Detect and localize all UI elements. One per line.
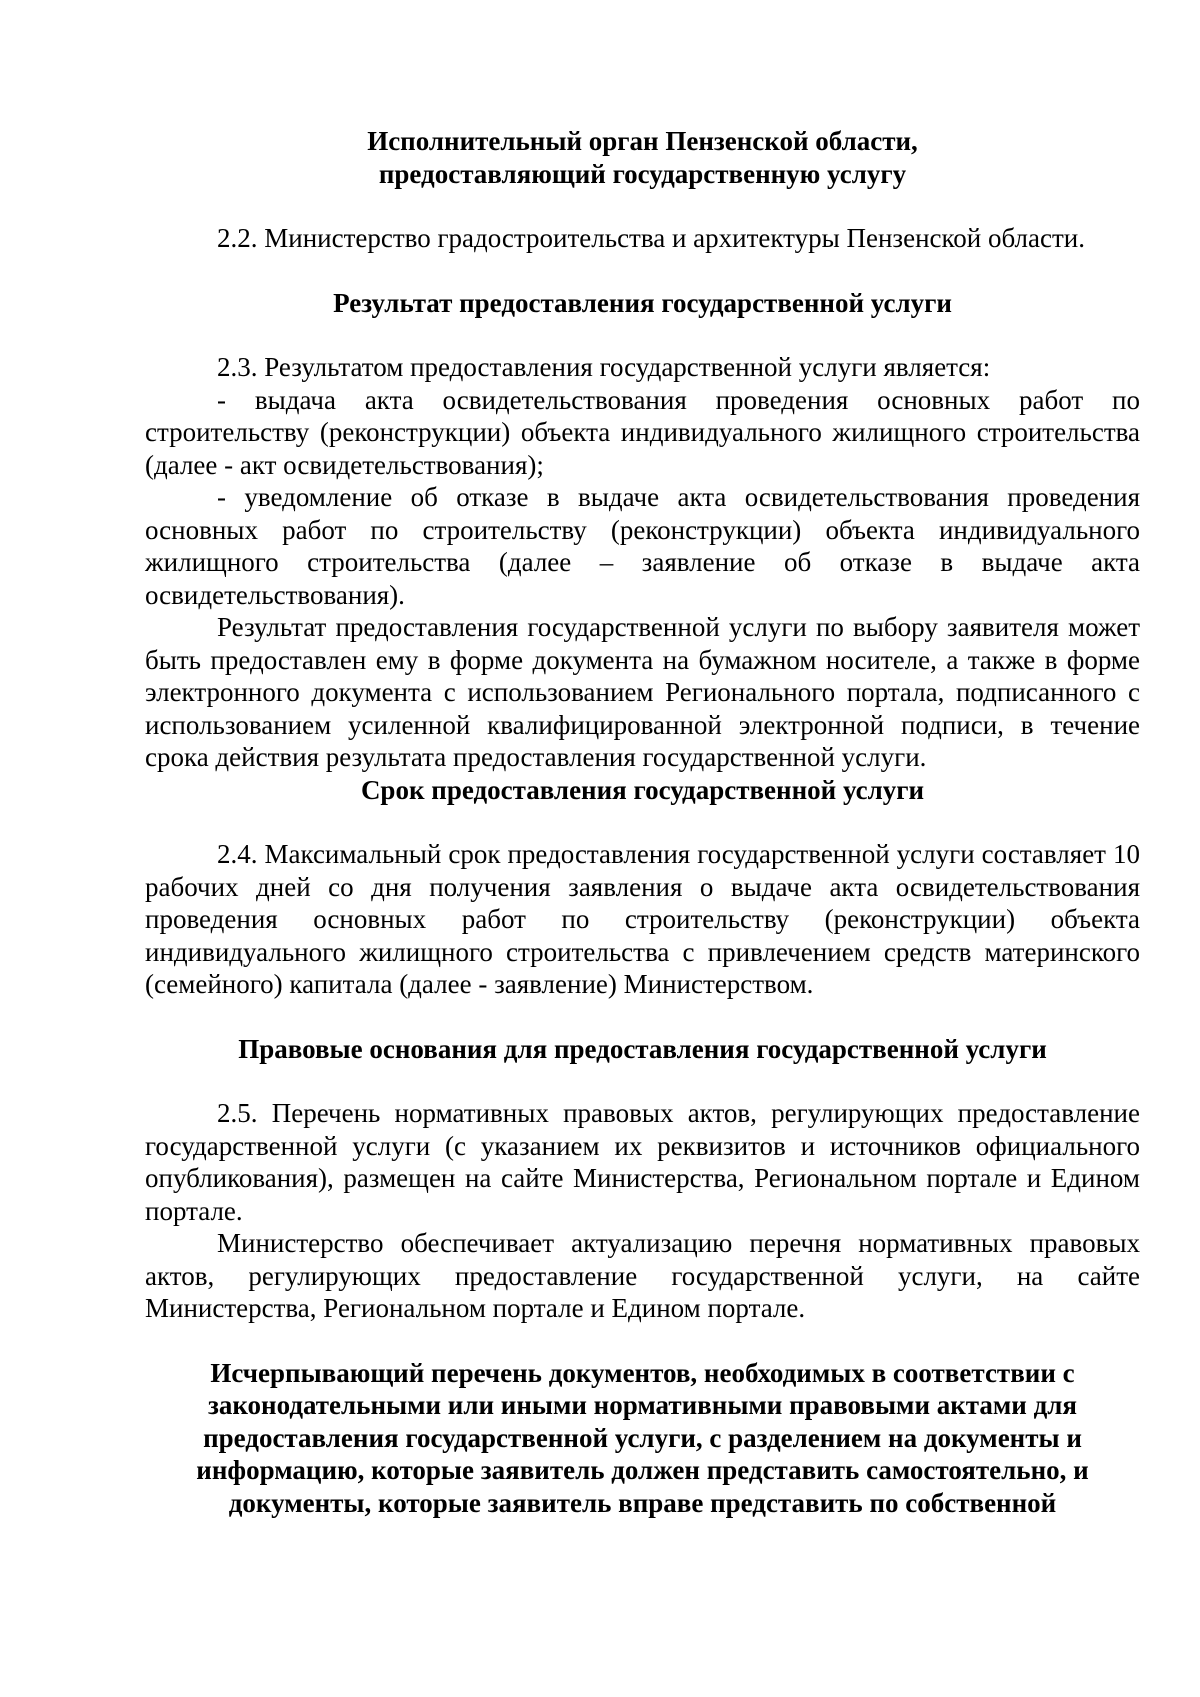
paragraph-2-3: 2.3. Результатом предоставления государственной услуги является: xyxy=(217,352,991,382)
heading-line: предоставления государственной услуги, с разделением на документы и xyxy=(203,1422,1082,1453)
heading-line: Исчерпывающий перечень документов, необходимых в соответствии с xyxy=(210,1357,1075,1388)
heading-service-result xyxy=(145,287,1140,320)
paragraph-2-5: 2.5. Перечень нормативных правовых актов, регулирующих предоставление государственной услуги (с указанием их реквизитов и источников официального опубликования), размещен на сайте Министерства, Региональном портале и Едином портале. xyxy=(145,1098,1140,1226)
paragraph-2-5-b: Министерство обеспечивает актуализацию перечня нормативных правовых актов, регулирующих предоставление государственной услуги, на сайте Министерства, Региональном портале и Едином портале. xyxy=(145,1228,1140,1323)
paragraph-2-3-result: Результат предоставления государственной услуги по выбору заявителя может быть предоставлен ему в форме документа на бумажном носителе, а также в форме электронного документа с использованием Регионального портала, подписанного с использованием усиленной квалифицированной электронной подписи, в течение срока действия результата предоставления государственной услуги. xyxy=(145,612,1140,772)
heading-service-term xyxy=(145,774,1140,807)
heading-line: Срок предоставления государственной услуги xyxy=(360,774,925,805)
heading-documents-list xyxy=(135,1357,1150,1520)
heading-executive-body xyxy=(145,125,1140,190)
heading-line: Исполнительный орган Пензенской области, xyxy=(367,126,918,156)
heading-legal-basis xyxy=(145,1033,1140,1066)
heading-line: информацию, которые заявитель должен представить самостоятельно, и xyxy=(196,1455,1089,1485)
heading-line: документы, которые заявитель вправе представить по собственной xyxy=(228,1487,1057,1518)
heading-line: предоставляющий государственную услугу xyxy=(378,158,907,189)
paragraph-2-3-item-1: - выдача акта освидетельствования проведения основных работ по строительству (реконструкции) объекта индивидуального жилищного строительства (далее - акт освидетельствования); xyxy=(145,384,1140,480)
paragraph-2-2: 2.2. Министерство градостроительства и архитектуры Пензенской области. xyxy=(217,223,1085,253)
paragraph-2-4: 2.4. Максимальный срок предоставления государственной услуги составляет 10 рабочих дней со дня получения заявления о выдаче акта освидетельствования проведения основных работ по строительству (реконструкции) объекта индивидуального жилищного строительства с привлечением средств материнского (семейного) капитала (далее - заявление) Министерством. xyxy=(145,839,1140,999)
heading-line: законодательными или иными нормативными правовыми актами для xyxy=(207,1390,1078,1420)
document-body xyxy=(145,125,1140,1519)
heading-line: Результат предоставления государственной услуги xyxy=(333,287,952,318)
paragraph-2-3-item-2: - уведомление об отказе в выдаче акта освидетельствования проведения основных работ по строительству (реконструкции) объекта индивидуального жилищного строительства (далее – заявление об отказе в выдаче акта освидетельствования). xyxy=(145,482,1140,610)
heading-line: Правовые основания для предоставления государственной услуги xyxy=(238,1033,1047,1064)
